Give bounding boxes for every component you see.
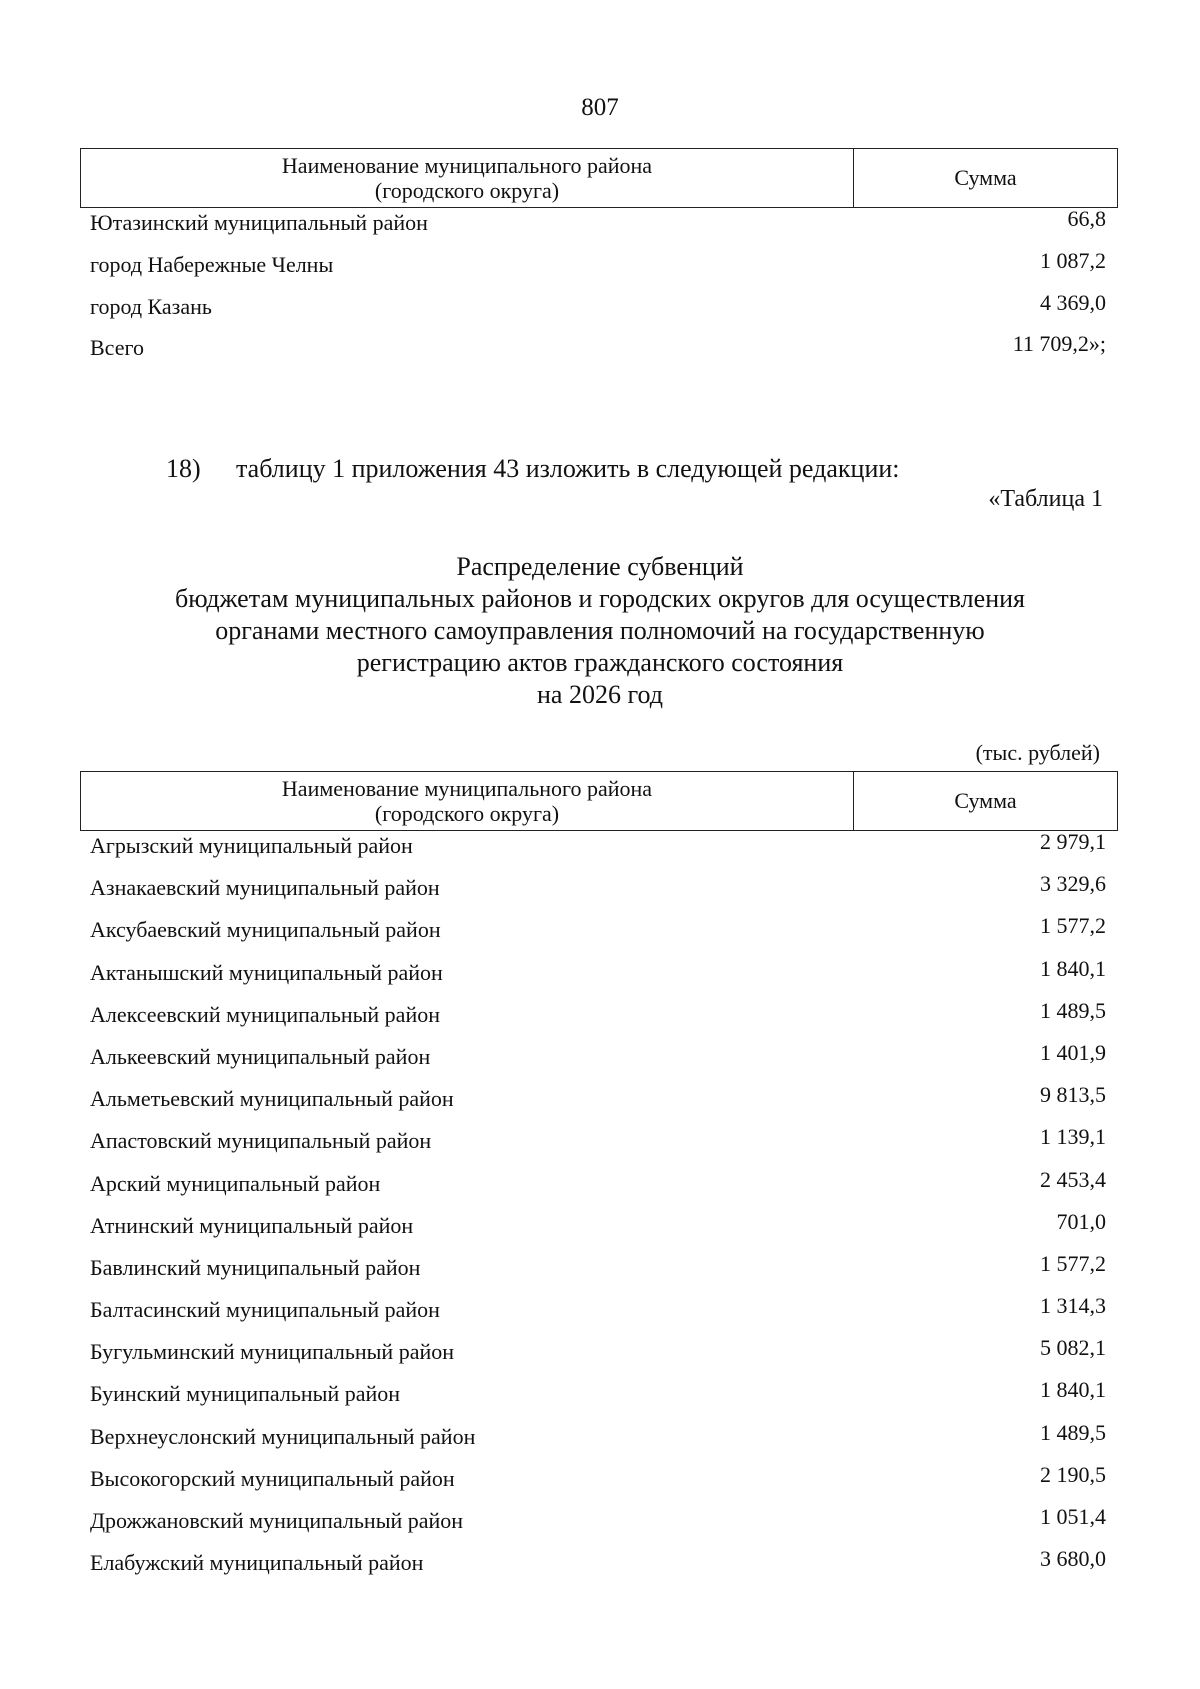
header-name-line1: Наименование муниципального района [281, 776, 653, 801]
table-row [80, 1208, 1118, 1253]
table-row [80, 1126, 1118, 1168]
table-row [80, 1039, 1118, 1084]
row-name: Альметьевский муниципальный район [90, 1086, 454, 1112]
continued-table [80, 148, 1118, 375]
row-sum: 1 840,1 [1040, 955, 1106, 981]
row-sum: 3 680,0 [1040, 1546, 1106, 1572]
row-name: Ютазинский муниципальный район [90, 210, 428, 235]
row-sum: 1 139,1 [1040, 1124, 1106, 1150]
row-sum: 11 709,2»; [1012, 331, 1106, 357]
title-line: регистрацию актов гражданского состояния [356, 648, 844, 677]
row-name: Елабужский муниципальный район [90, 1550, 424, 1576]
table-row [80, 1084, 1118, 1126]
table-row [80, 208, 1118, 250]
header-name-line2: (городского округа) [374, 178, 560, 203]
header-name-line2: (городского округа) [374, 801, 560, 826]
row-name: Бавлинский муниципальный район [90, 1254, 421, 1280]
table-row [80, 1379, 1118, 1421]
row-sum: 701,0 [1056, 1208, 1106, 1234]
table-title [0, 551, 1200, 711]
row-sum: 4 369,0 [1040, 289, 1106, 315]
header-sum-cell: Сумма [954, 788, 1017, 813]
row-name: Аксубаевский муниципальный район [90, 917, 441, 943]
row-sum: 1 577,2 [1040, 913, 1106, 939]
row-sum: 5 082,1 [1040, 1335, 1106, 1361]
row-sum: 1 401,9 [1040, 1039, 1106, 1065]
title-line: Распределение субвенций [456, 552, 744, 581]
header-name-line1: Наименование муниципального района [281, 153, 653, 178]
title-line: бюджетам муниципальных районов и городских округов для осуществления [175, 584, 1025, 613]
page-number: 807 [581, 94, 619, 121]
row-name: город Казань [90, 293, 212, 319]
table-row [80, 831, 1118, 873]
table-row [80, 1337, 1118, 1379]
table-body [80, 208, 1118, 375]
table-row [80, 1548, 1118, 1590]
table-row [80, 1506, 1118, 1548]
table-row [80, 873, 1118, 915]
units-label: (тыс. рублей) [975, 740, 1100, 765]
table-row [80, 333, 1118, 375]
row-sum: 66,8 [1067, 206, 1106, 231]
row-sum: 1 489,5 [1040, 997, 1106, 1023]
row-name: Азнакаевский муниципальный район [90, 875, 440, 901]
row-sum: 1 087,2 [1040, 247, 1106, 273]
table-row [80, 1250, 1118, 1295]
row-name: Высокогорский муниципальный район [90, 1465, 455, 1491]
row-name: Бугульминский муниципальный район [90, 1339, 455, 1365]
row-name: Дрожжановский муниципальный район [90, 1508, 464, 1533]
row-sum: 2 979,1 [1040, 829, 1106, 854]
row-name: Буинский муниципальный район [90, 1381, 401, 1407]
instruction-number: 18) [166, 454, 201, 483]
title-line: на 2026 год [537, 680, 663, 709]
row-sum: 9 813,5 [1040, 1082, 1106, 1108]
row-sum: 1 051,4 [1040, 1504, 1106, 1529]
table-row [80, 1461, 1118, 1506]
instruction-paragraph [166, 454, 900, 484]
table-row [80, 1419, 1118, 1464]
instruction-text: таблицу 1 приложения 43 изложить в следующей редакции: [236, 454, 900, 483]
row-sum: 1 840,1 [1040, 1377, 1106, 1403]
row-name: город Набережные Челны [90, 251, 334, 277]
row-name: Агрызский муниципальный район [90, 833, 413, 858]
row-sum: 2 190,5 [1040, 1461, 1106, 1487]
row-name: Атнинский муниципальный район [90, 1212, 414, 1238]
table-header [80, 148, 1118, 208]
table-row [80, 997, 1118, 1042]
header-name-cell [81, 772, 854, 830]
table-row [80, 247, 1118, 292]
header-name-cell [81, 149, 854, 207]
table-header [80, 771, 1118, 831]
row-sum: 3 329,6 [1040, 871, 1106, 897]
row-name: Всего [90, 335, 144, 361]
row-name: Алексеевский муниципальный район [90, 1001, 440, 1027]
row-sum: 1 314,3 [1040, 1293, 1106, 1319]
table-row [80, 955, 1118, 1000]
table-row [80, 289, 1118, 334]
header-sum-cell: Сумма [954, 165, 1017, 190]
row-sum: 2 453,4 [1040, 1166, 1106, 1192]
title-line: органами местного самоуправления полномочий на государственную [215, 616, 985, 645]
table-row [80, 1166, 1118, 1211]
row-name: Арский муниципальный район [90, 1170, 381, 1196]
row-sum: 1 577,2 [1040, 1250, 1106, 1276]
table-body [80, 831, 1118, 1590]
table-label: «Таблица 1 [988, 486, 1103, 512]
row-name: Апастовский муниципальный район [90, 1128, 432, 1154]
row-name: Верхнеуслонский муниципальный район [90, 1423, 476, 1449]
row-name: Алькеевский муниципальный район [90, 1043, 431, 1069]
row-sum: 1 489,5 [1040, 1419, 1106, 1445]
row-name: Актанышский муниципальный район [90, 959, 443, 985]
table-row [80, 1295, 1118, 1337]
row-name: Балтасинский муниципальный район [90, 1297, 440, 1323]
subventions-table [80, 771, 1118, 1590]
table-row [80, 915, 1118, 957]
